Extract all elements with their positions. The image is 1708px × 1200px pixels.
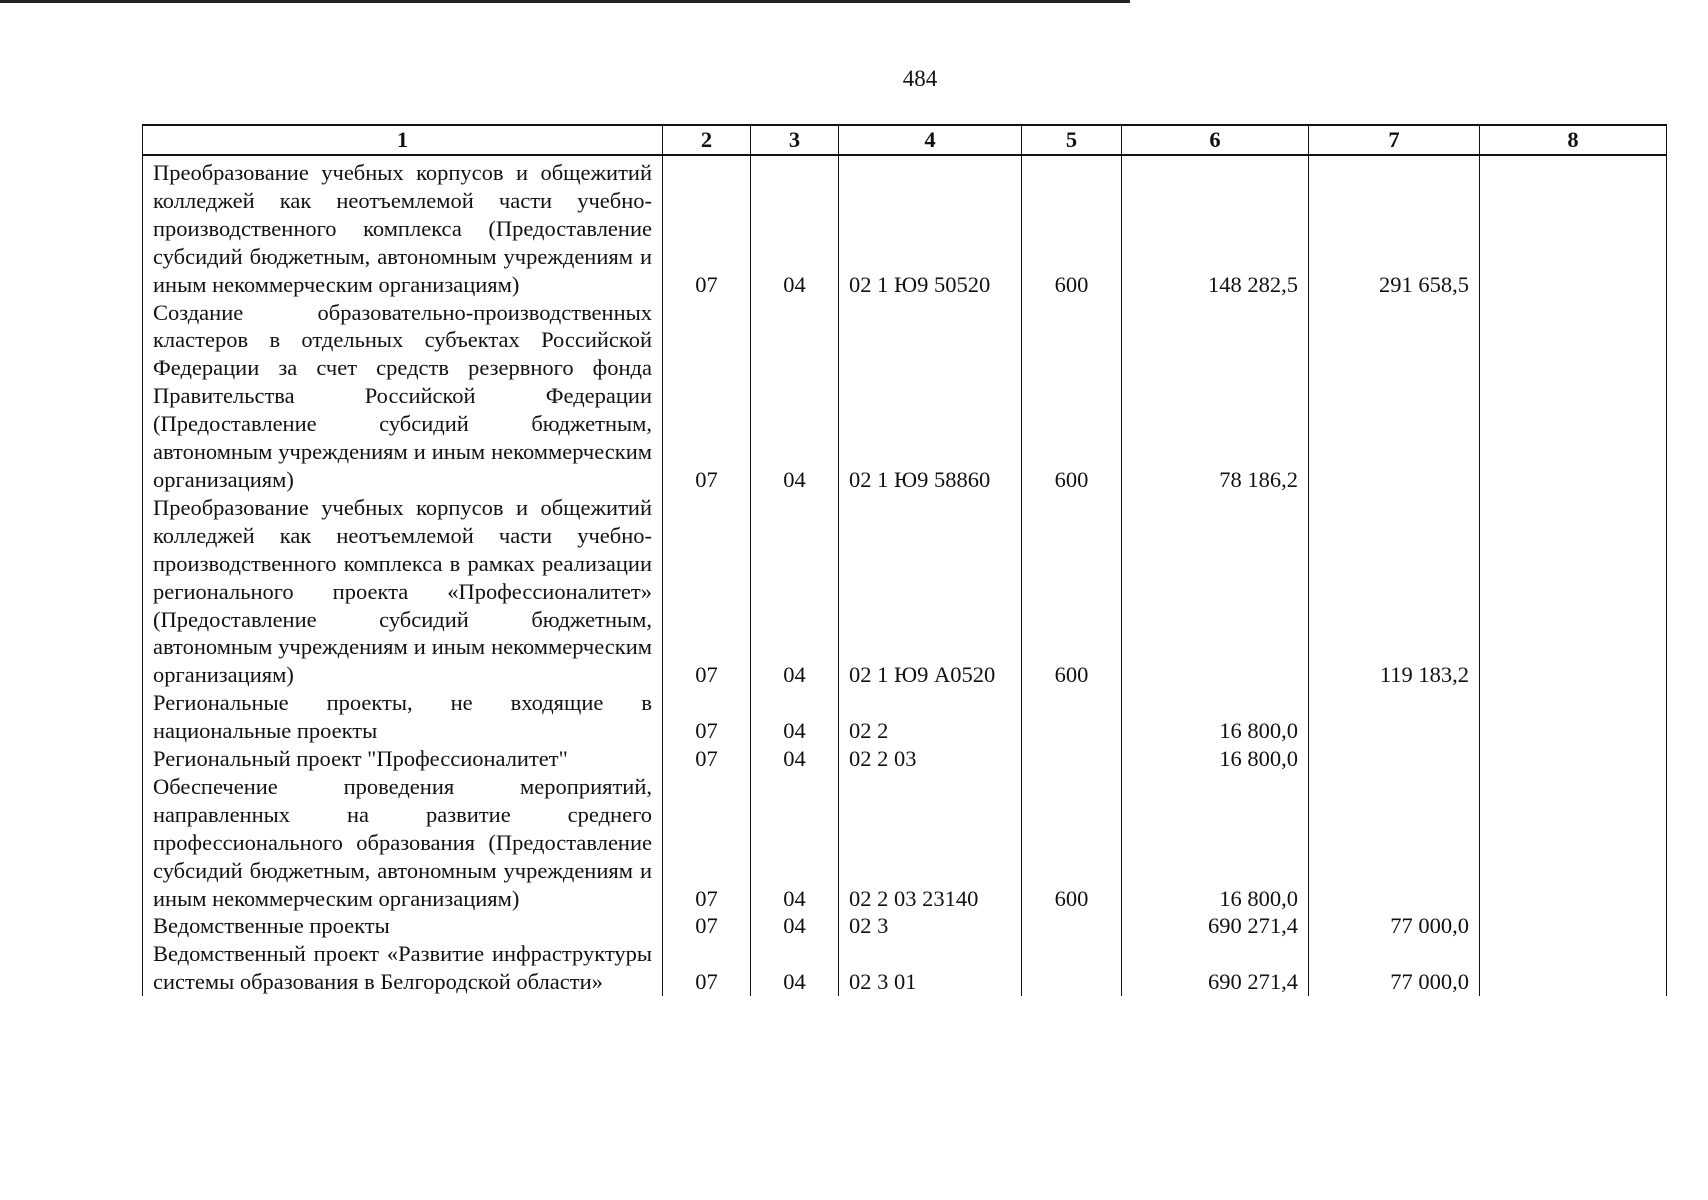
expense-type-code [1022,745,1122,773]
amount-col-8 [1480,773,1667,913]
section-code: 07 [663,745,751,773]
amount-col-6: 16 800,0 [1122,773,1309,913]
section-code: 07 [663,773,751,913]
amount-col-7: 77 000,0 [1309,912,1480,940]
table-row [143,689,1667,745]
section-code: 07 [663,299,751,494]
target-article-code: 02 2 [839,689,1022,745]
amount-col-6 [1122,494,1309,689]
amount-col-7 [1309,299,1480,494]
row-name: Региональные проекты, не входящие в национальные проекты [143,689,663,745]
page-number: 484 [902,66,938,91]
subsection-code: 04 [751,745,839,773]
amount-col-7 [1309,773,1480,913]
amount-col-8 [1480,745,1667,773]
target-article-code: 02 1 Ю9 А0520 [839,494,1022,689]
column-header: 2 [663,125,751,155]
expense-type-code [1022,912,1122,940]
target-article-code: 02 2 03 [839,745,1022,773]
table-header-row [143,125,1667,155]
table-row [143,912,1667,940]
amount-col-6: 16 800,0 [1122,689,1309,745]
section-code: 07 [663,155,751,299]
amount-col-8 [1480,155,1667,299]
top-border-line [0,0,1130,3]
expense-type-code [1022,940,1122,996]
amount-col-6: 148 282,5 [1122,155,1309,299]
amount-col-7 [1309,689,1480,745]
subsection-code: 04 [751,940,839,996]
expense-type-code: 600 [1022,299,1122,494]
section-code: 07 [663,912,751,940]
table-row [143,773,1667,913]
amount-col-7: 119 183,2 [1309,494,1480,689]
row-name: Создание образовательно-производственных кластеров в отдельных субъектах Российской Федерации за счет средств резервного фонда Правительства Российской Федерации (Предоставление субсидий бюджетным, автономным учреждениям и иным некоммерческим организациям) [143,299,663,494]
amount-col-6: 690 271,4 [1122,940,1309,996]
section-code: 07 [663,940,751,996]
column-header: 5 [1022,125,1122,155]
row-name: Региональный проект "Профессионалитет" [143,745,663,773]
table-row [143,299,1667,494]
column-header: 4 [839,125,1022,155]
section-code: 07 [663,689,751,745]
column-header: 8 [1480,125,1667,155]
expense-type-code: 600 [1022,773,1122,913]
expense-type-code: 600 [1022,494,1122,689]
subsection-code: 04 [751,773,839,913]
table-row [143,494,1667,689]
amount-col-7: 77 000,0 [1309,940,1480,996]
column-header: 1 [143,125,663,155]
amount-col-8 [1480,299,1667,494]
subsection-code: 04 [751,912,839,940]
target-article-code: 02 1 Ю9 58860 [839,299,1022,494]
row-name: Ведомственный проект «Развитие инфраструктуры системы образования в Белгородской области» [143,940,663,996]
expense-type-code [1022,689,1122,745]
column-header: 7 [1309,125,1480,155]
target-article-code: 02 3 01 [839,940,1022,996]
target-article-code: 02 2 03 23140 [839,773,1022,913]
row-name: Ведомственные проекты [143,912,663,940]
amount-col-6: 16 800,0 [1122,745,1309,773]
column-header: 3 [751,125,839,155]
table-row [143,940,1667,996]
target-article-code: 02 1 Ю9 50520 [839,155,1022,299]
amount-col-7 [1309,745,1480,773]
budget-table [142,124,1667,996]
table-row [143,155,1667,299]
amount-col-6: 690 271,4 [1122,912,1309,940]
expense-type-code: 600 [1022,155,1122,299]
subsection-code: 04 [751,155,839,299]
column-header: 6 [1122,125,1309,155]
table-row [143,745,1667,773]
row-name: Обеспечение проведения мероприятий, направленных на развитие среднего профессионального образования (Предоставление субсидий бюджетным, автономным учреждениям и иным некоммерческим организациям) [143,773,663,913]
subsection-code: 04 [751,689,839,745]
subsection-code: 04 [751,494,839,689]
target-article-code: 02 3 [839,912,1022,940]
amount-col-7: 291 658,5 [1309,155,1480,299]
amount-col-8 [1480,940,1667,996]
row-name: Преобразование учебных корпусов и общежитий колледжей как неотъемлемой части учебно-производственного комплекса (Предоставление субсидий бюджетным, автономным учреждениям и иным некоммерческим организациям) [143,155,663,299]
section-code: 07 [663,494,751,689]
amount-col-8 [1480,494,1667,689]
amount-col-8 [1480,912,1667,940]
amount-col-8 [1480,689,1667,745]
amount-col-6: 78 186,2 [1122,299,1309,494]
row-name: Преобразование учебных корпусов и общежитий колледжей как неотъемлемой части учебно-производственного комплекса в рамках реализации регионального проекта «Профессионалитет» (Предоставление субсидий бюджетным, автономным учреждениям и иным некоммерческим организациям) [143,494,663,689]
subsection-code: 04 [751,299,839,494]
